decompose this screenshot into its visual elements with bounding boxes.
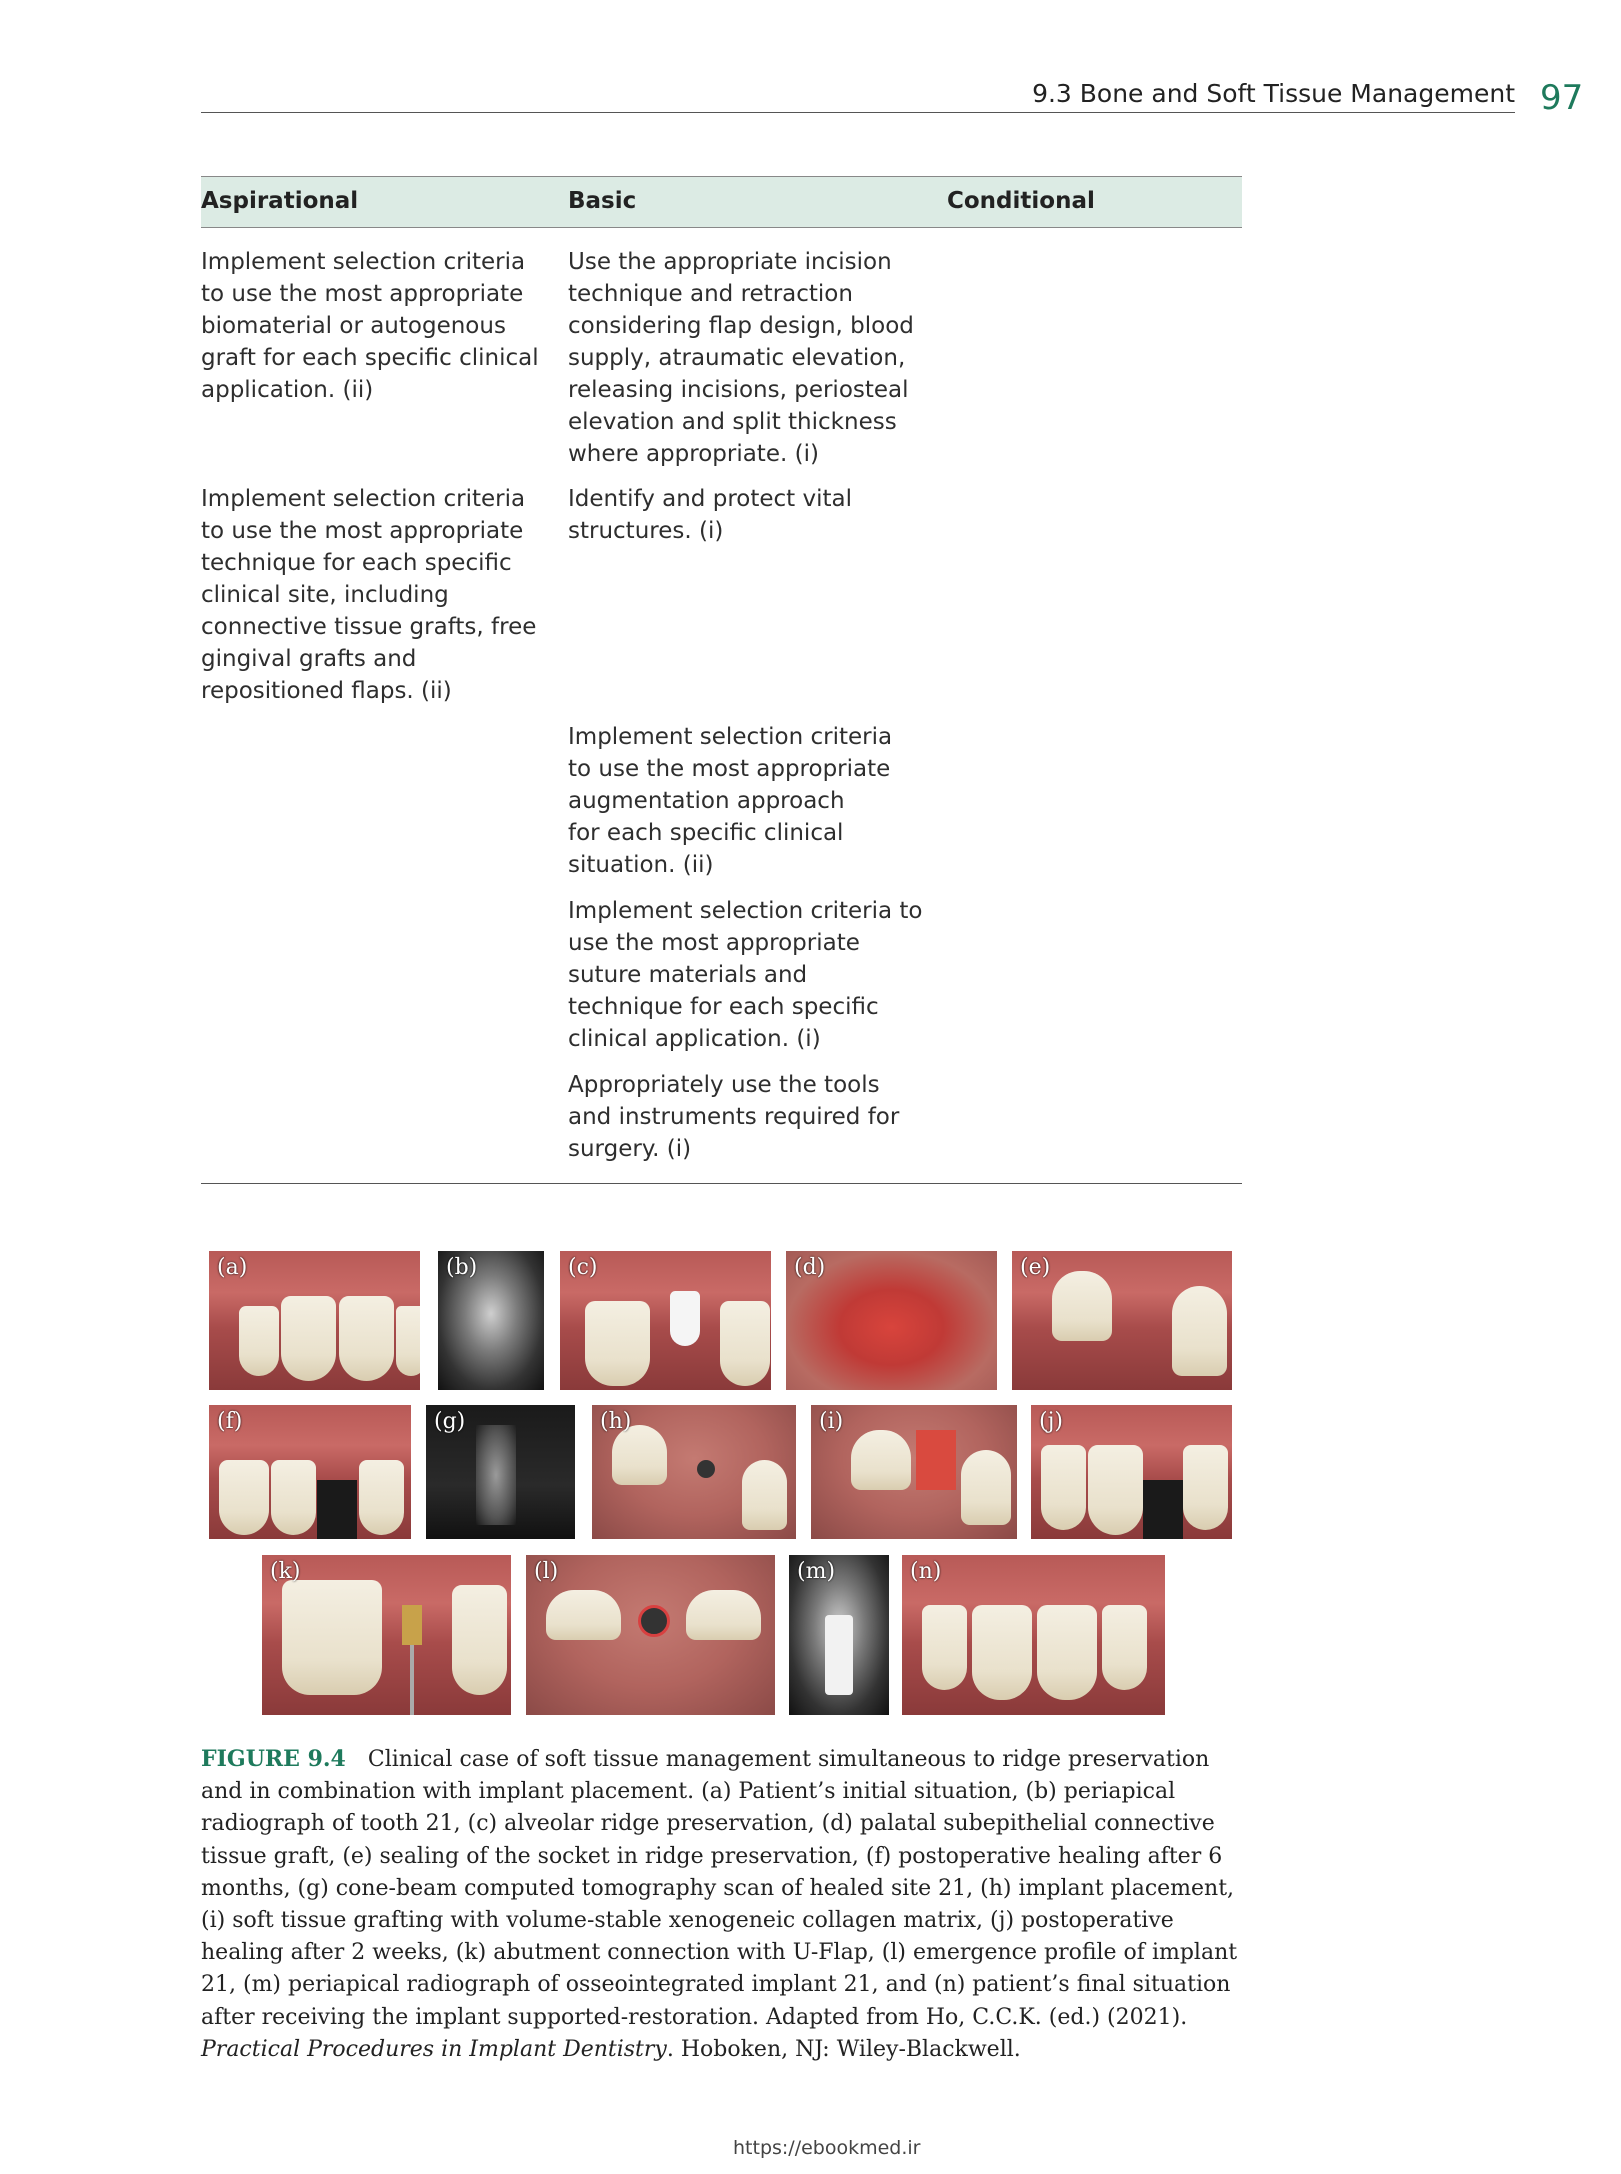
- figure-caption: [201, 1743, 1251, 2066]
- figure-panel-m: [789, 1555, 889, 1715]
- competency-table: [201, 176, 1242, 228]
- figure-caption-publisher: . Hoboken, NJ: Wiley-Blackwell.: [666, 2036, 1021, 2062]
- panel-label-d: (d): [794, 1255, 826, 1280]
- figure-panel-b: [438, 1251, 544, 1390]
- figure-panel-h: [592, 1405, 796, 1539]
- panel-label-c: (c): [568, 1255, 598, 1280]
- figure-panel-l: [526, 1555, 775, 1715]
- figure-panel-c: [560, 1251, 771, 1390]
- panel-label-b: (b): [446, 1255, 478, 1280]
- cell-basic-5: Appropriately use the tools and instruments required for surgery. (i): [568, 1072, 900, 1162]
- table-header-row: [201, 176, 1242, 228]
- figure-caption-label: FIGURE 9.4: [201, 1746, 346, 1772]
- panel-label-h: (h): [600, 1409, 632, 1434]
- cell-basic-1: Use the appropriate incision technique and retraction considering flap design, blood supply, atraumatic elevation, releasing incisions, periosteal elevation and split thickness where appropriate. (i): [568, 249, 914, 467]
- panel-label-e: (e): [1020, 1255, 1051, 1280]
- panel-label-a: (a): [217, 1255, 248, 1280]
- panel-label-j: (j): [1039, 1409, 1063, 1434]
- figure-panel-d: [786, 1251, 997, 1390]
- cell-aspirational-1: Implement selection criteria to use the most appropriate biomaterial or autogenous graft for each specific clinical application. (ii): [201, 249, 539, 403]
- figure-panel-g: [426, 1405, 575, 1539]
- figure-caption-text: Clinical case of soft tissue management simultaneous to ridge preservation and in combination with implant placement. (a) Patient’s initial situation, (b) periapical radiograph of tooth 21, (c) alveolar ridge preservation, (d) palatal subepithelial connective tissue graft, (e) sealing of the socket in ridge preservation, (f) postoperative healing after 6 months, (g) cone-beam computed tomography scan of healed site 21, (h) implant placement, (i) soft tissue grafting with volume-stable xenogeneic collagen matrix, (j) postoperative healing after 2 weeks, (k) abutment connection with U-Flap, (l) emergence profile of implant 21, (m) periapical radiograph of osseointegrated implant 21, and (n) patient’s final situation after receiving the implant supported-restoration. Adapted from Ho, C.C.K. (ed.) (2021).: [201, 1747, 1238, 2030]
- panel-label-n: (n): [910, 1559, 942, 1584]
- cell-basic-4: Implement selection criteria to use the most appropriate suture materials and technique for each specific clinical application. (i): [568, 898, 923, 1052]
- cell-basic-2: Identify and protect vital structures. (i): [568, 486, 852, 544]
- header-conditional: Conditional: [947, 188, 1095, 214]
- footer-url: https://ebookmed.ir: [733, 2137, 921, 2159]
- page-number: 97: [1540, 78, 1584, 118]
- panel-label-l: (l): [534, 1559, 559, 1584]
- running-header-title: 9.3 Bone and Soft Tissue Management: [1032, 79, 1515, 108]
- figure-panel-i: [811, 1405, 1017, 1539]
- figure-caption-book-title: Practical Procedures in Implant Dentistry: [201, 2036, 667, 2062]
- cell-aspirational-2: Implement selection criteria to use the most appropriate technique for each specific clinical site, including connective tissue grafts, free gingival grafts and repositioned flaps. (ii): [201, 486, 537, 704]
- table-bottom-rule: [201, 1183, 1242, 1184]
- header-basic: Basic: [568, 188, 637, 214]
- panel-label-m: (m): [797, 1559, 836, 1584]
- figure-panel-n: [902, 1555, 1165, 1715]
- figure-panel-e: [1012, 1251, 1232, 1390]
- figure-panel-j: [1031, 1405, 1232, 1539]
- header-aspirational: Aspirational: [201, 188, 359, 214]
- panel-label-f: (f): [217, 1409, 243, 1434]
- cell-basic-3: Implement selection criteria to use the most appropriate augmentation approach for each specific clinical situation. (ii): [568, 724, 893, 878]
- panel-label-k: (k): [270, 1559, 301, 1584]
- figure-panel-k: [262, 1555, 511, 1715]
- running-header: [201, 76, 1515, 113]
- panel-label-g: (g): [434, 1409, 466, 1434]
- figure-panel-a: [209, 1251, 420, 1390]
- panel-label-i: (i): [819, 1409, 844, 1434]
- figure-panel-f: [209, 1405, 411, 1539]
